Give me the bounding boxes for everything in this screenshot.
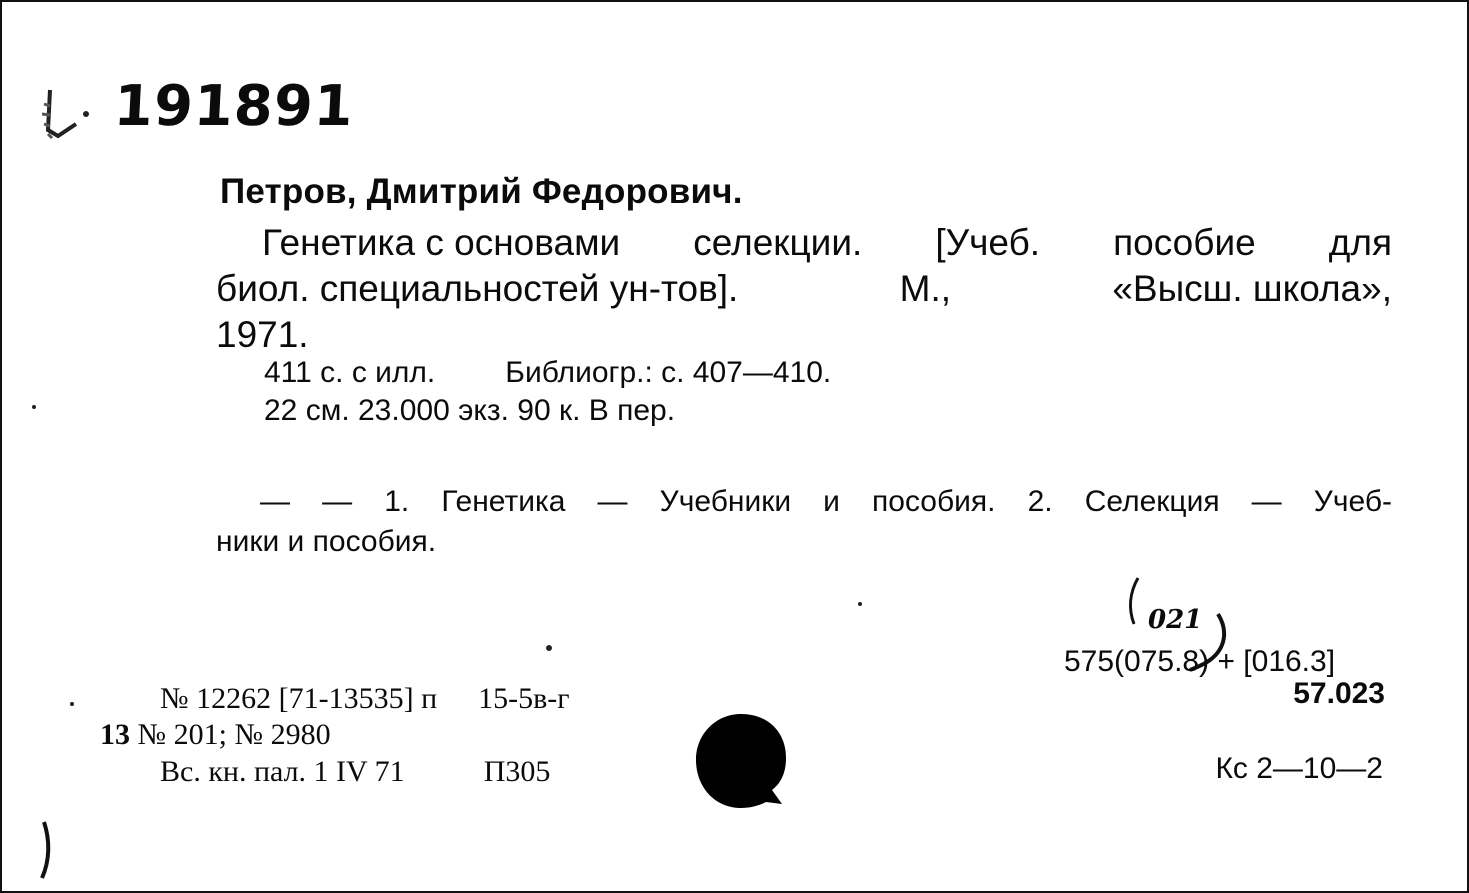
- author-heading: Петров, Дмитрий Федорович.: [220, 172, 743, 211]
- size-and-price: 22 см. 23.000 экз. 90 к. В пер.: [264, 394, 676, 427]
- book-chamber: Вс. кн. пал. 1 IV 71: [160, 755, 405, 788]
- title-statement: [216, 220, 1392, 358]
- handwritten-code: 021: [1148, 605, 1203, 635]
- title-word: селекции.: [693, 222, 863, 263]
- card-cipher: Кс 2—10—2: [1215, 752, 1383, 785]
- issue-numbers: № 201; № 2980: [137, 718, 331, 751]
- order-line: [160, 682, 570, 716]
- publisher: «Высш. школа»,: [1112, 268, 1392, 309]
- bbk-index: 57.023: [1293, 677, 1385, 710]
- speck: [546, 645, 552, 651]
- speck: [858, 602, 862, 606]
- subjects-line-2: ники и пособия.: [216, 525, 437, 558]
- subject-headings: [216, 482, 1392, 562]
- order-code: 15-5в-г: [478, 682, 570, 715]
- margin-stroke: [38, 820, 58, 880]
- lead-number: 13: [100, 718, 130, 751]
- title-line-2: [216, 266, 1392, 312]
- bibliography-note: Библиогр.: с. 407—410.: [505, 356, 832, 389]
- pages: 411 с. с илл.: [264, 356, 436, 389]
- physical-line-1: [264, 354, 831, 392]
- udc-index: 575(075.8) + [016.3]: [1064, 645, 1336, 678]
- publication-place: М.,: [899, 268, 952, 309]
- speck: [70, 702, 74, 706]
- subjects-line-1: — — 1. Генетика — Учебники и пособия. 2. Селекция — Учеб-: [260, 485, 1392, 518]
- inventory-number: 191891: [112, 74, 356, 139]
- title-word: Генетика с основами: [262, 222, 621, 263]
- publication-year: 1971.: [216, 314, 309, 355]
- speck: [32, 405, 36, 409]
- title-word: пособие: [1113, 222, 1256, 263]
- title-word: [Учеб.: [935, 222, 1041, 263]
- title-line-3: [216, 312, 1392, 358]
- print-code: П305: [483, 755, 551, 788]
- order-number: № 12262 [71-13535] п: [160, 682, 438, 715]
- title-line-1: [216, 220, 1392, 266]
- chamber-line: [160, 755, 550, 789]
- physical-description: [264, 354, 831, 430]
- stamp-mark: [36, 84, 100, 148]
- title-word: для: [1328, 222, 1392, 263]
- ink-blot: [692, 710, 790, 808]
- issue-line: [100, 718, 331, 752]
- title-word: биол. специальностей ун-тов].: [216, 268, 739, 309]
